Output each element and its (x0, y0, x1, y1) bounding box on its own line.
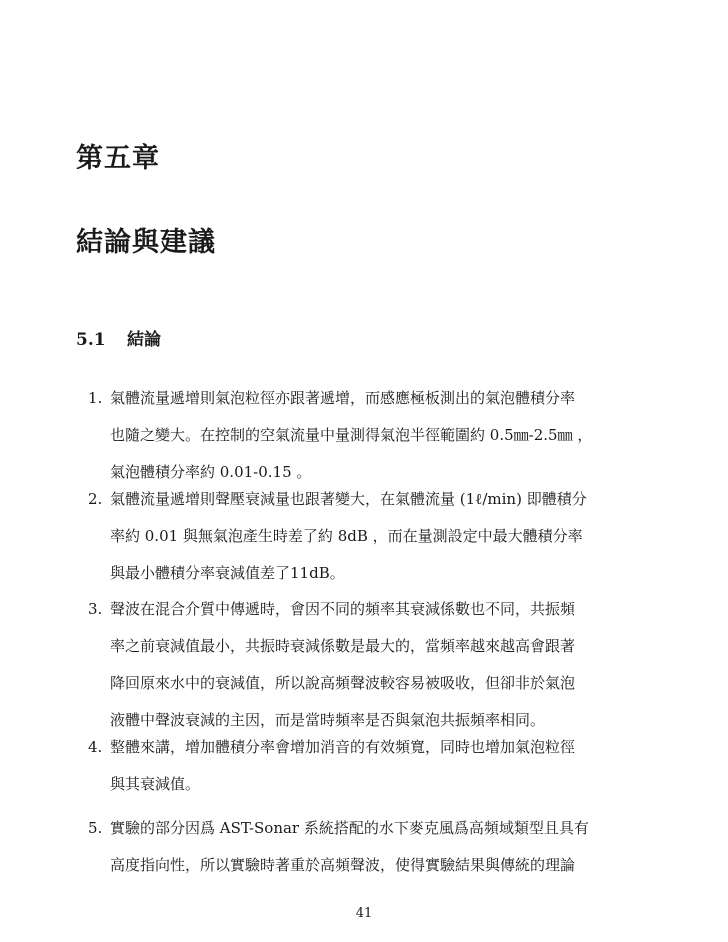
list-item-line: 率約 0.01 與無氣泡產生時差了約 8dB ，而在量測設定中最大體積分率 (110, 527, 583, 545)
list-item-line: 降回原來水中的衰減值，所以說高頻聲波較容易被吸收，但卻非於氣泡 (110, 674, 576, 692)
chapter-title: 結論與建議 (76, 227, 216, 258)
list-item-marker: 3. (88, 600, 103, 618)
list-item-line: 也隨之變大。在控制的空氣流量中量測得氣泡半徑範圍約 0.5㎜-2.5㎜ ， (110, 426, 593, 444)
page-number: 41 (355, 906, 373, 921)
list-item-line: 率之前衰減值最小，共振時衰減係數是最大的，當頻率越來越高會跟著 (110, 637, 576, 655)
section-heading (76, 328, 161, 352)
list-item-line: 氣泡體積分率約 0.01-0.15 。 (110, 463, 312, 481)
list-item-marker: 5. (88, 819, 103, 837)
list-item-line: 聲波在混合介質中傳遞時，會因不同的頻率其衰減係數也不同，共振頻 (110, 600, 576, 618)
section-number: 5.1 (76, 330, 106, 350)
section-title: 結論 (127, 330, 161, 350)
list-item-line: 實驗的部分因爲 AST-Sonar 系統搭配的水下麥克風爲高頻域類型且具有 (110, 819, 589, 837)
list-item-line: 液體中聲波衰減的主因，而是當時頻率是否與氣泡共振頻率相同。 (110, 711, 546, 729)
list-item-line: 氣體流量遞增則氣泡粒徑亦跟著遞增，而感應極板測出的氣泡體積分率 (110, 389, 576, 407)
list-item-line: 與最小體積分率衰減值差了11dB。 (110, 564, 345, 582)
chapter-label: 第五章 (76, 143, 160, 174)
list-item-line: 氣體流量遞增則聲壓衰減量也跟著變大，在氣體流量 (1ℓ/min) 即體積分 (110, 490, 587, 508)
list-item-marker: 4. (88, 738, 103, 756)
list-item-line: 與其衰減值。 (110, 775, 201, 793)
list-item-marker: 1. (88, 389, 103, 407)
list-item-line: 高度指向性，所以實驗時著重於高頻聲波，使得實驗結果與傳統的理論 (110, 856, 576, 874)
list-item-marker: 2. (88, 490, 103, 508)
list-item-line: 整體來講，增加體積分率會增加消音的有效頻寬，同時也增加氣泡粒徑 (110, 738, 576, 756)
